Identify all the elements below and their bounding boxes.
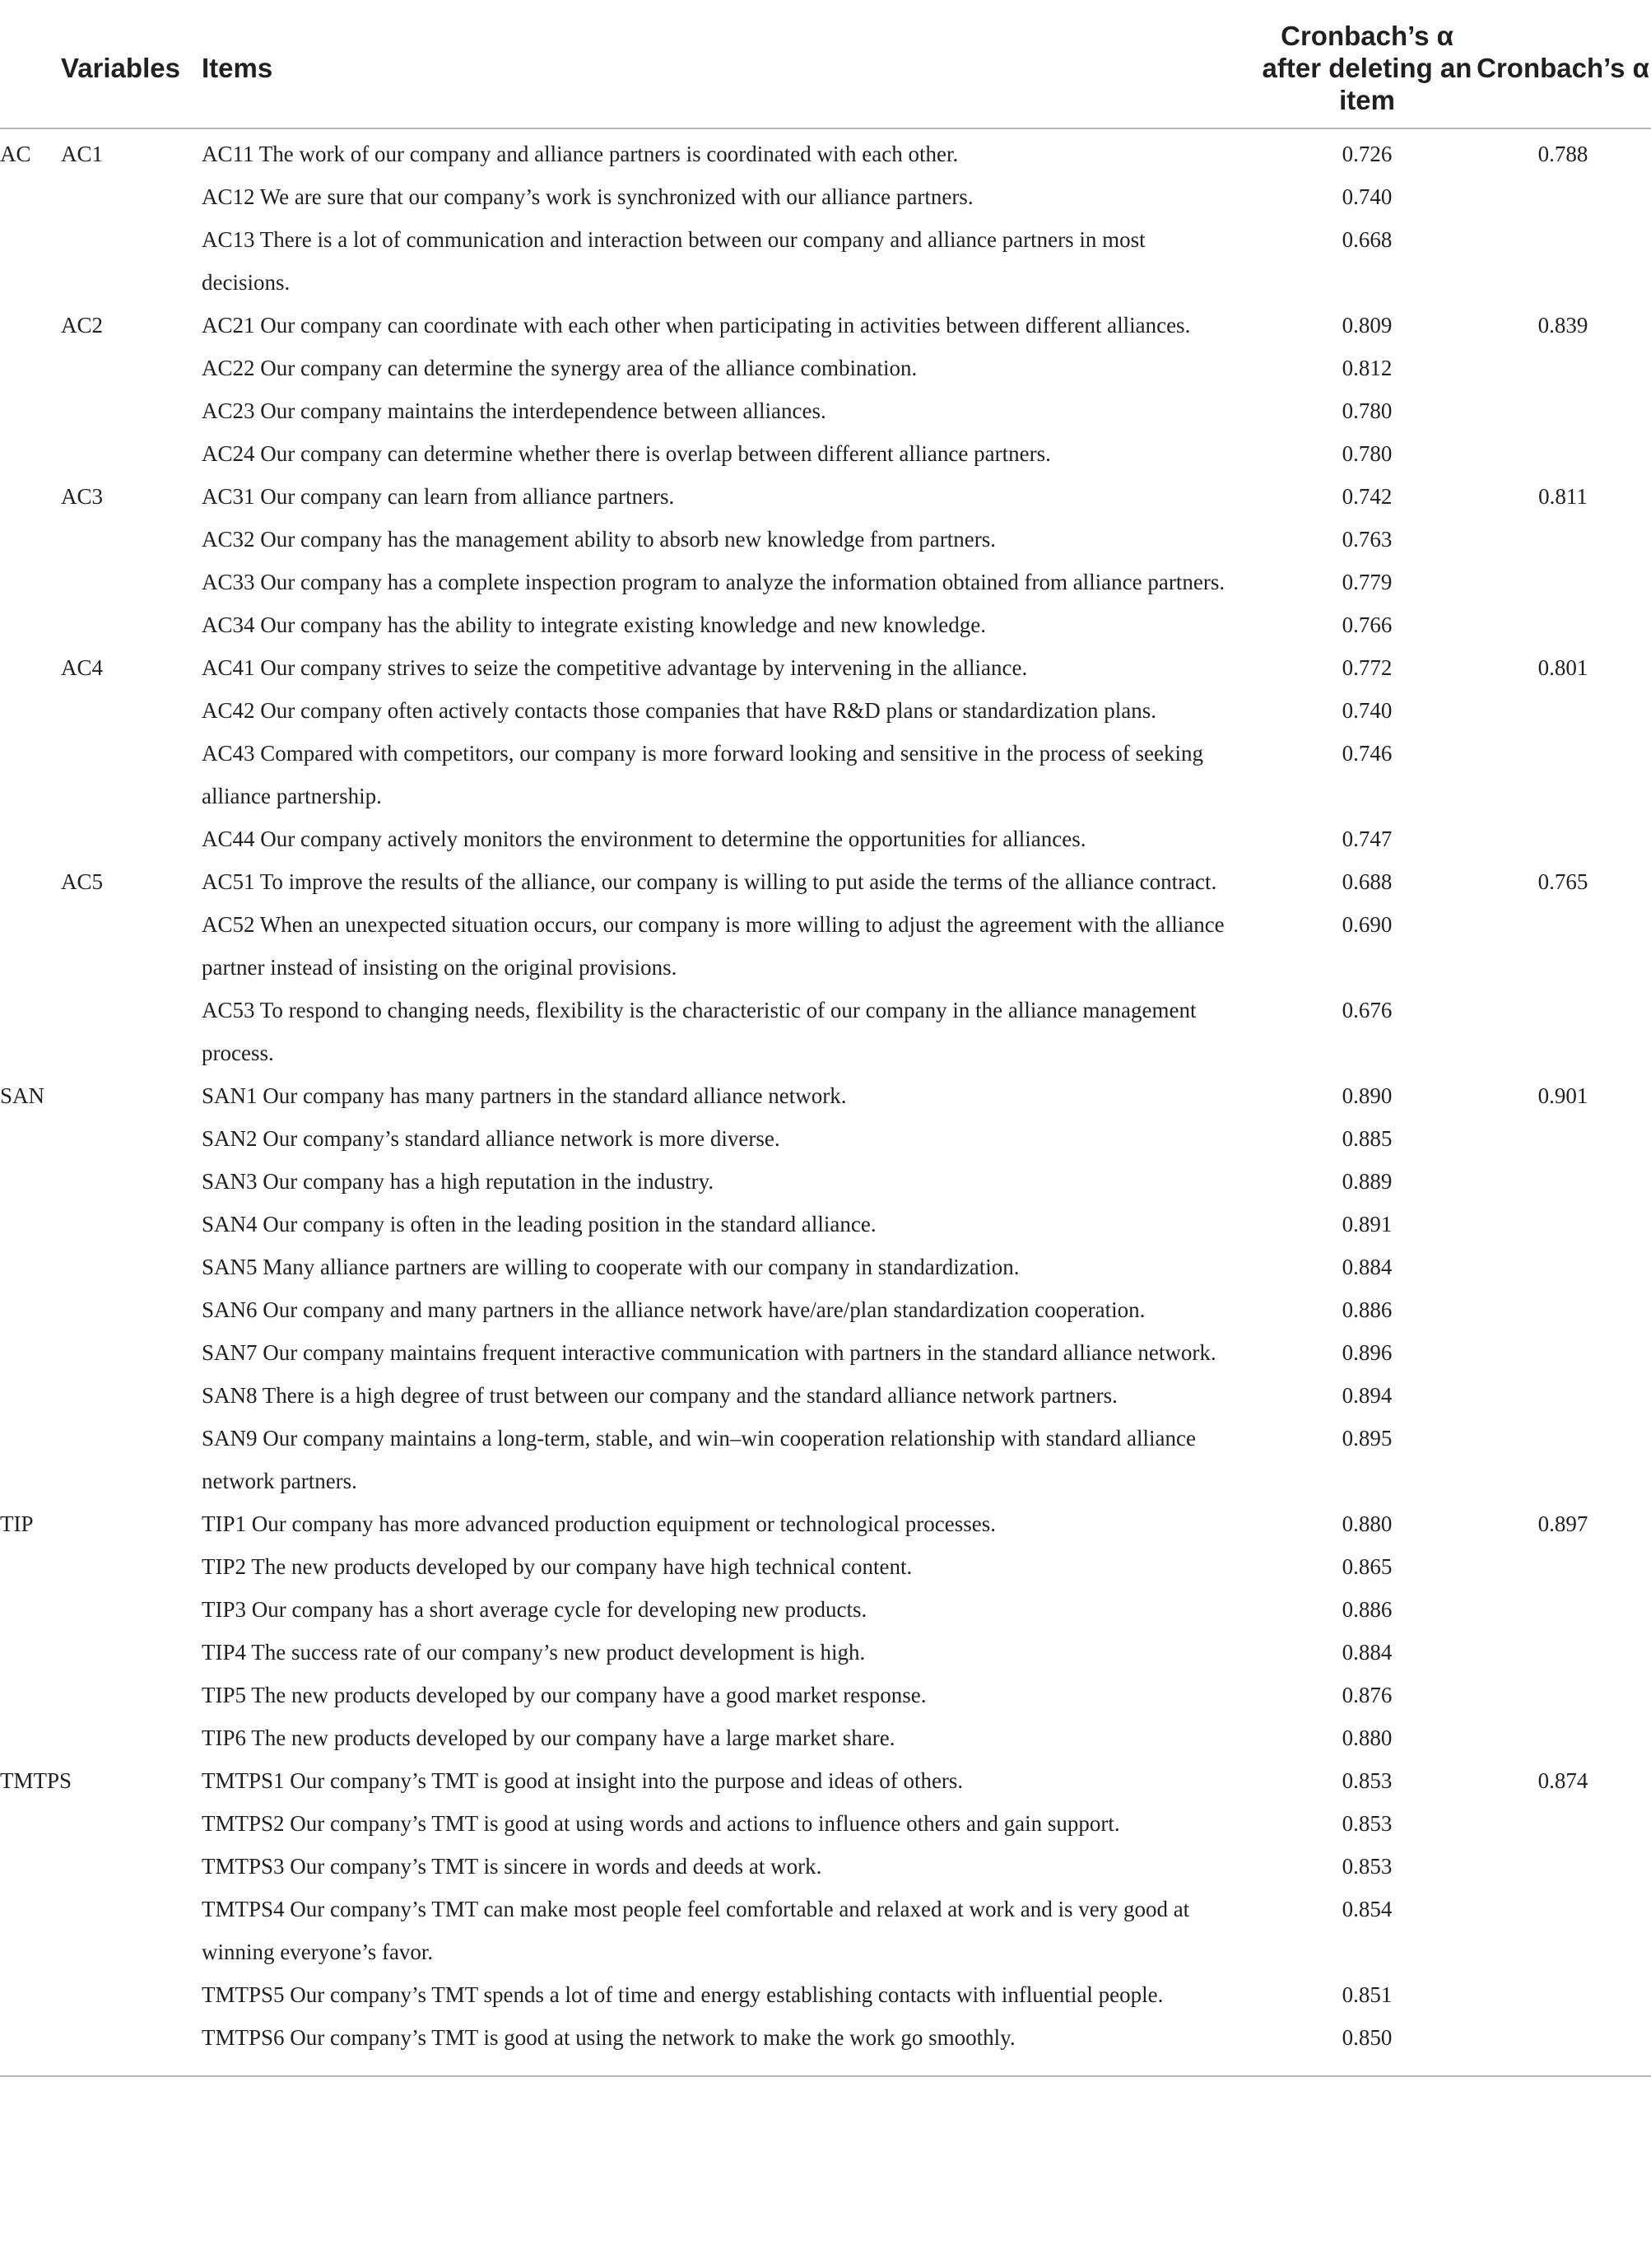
cell-alpha-after-deleting: 0.876 (1342, 1683, 1393, 1707)
cell-cronbach-alpha (1475, 1674, 1651, 1716)
cell-item: TIP3 Our company has a short average cycle for developing new products. (202, 1597, 867, 1622)
table-row (0, 1588, 1651, 1631)
cell-variable (61, 1160, 202, 1203)
header-items: Items (202, 8, 1259, 128)
table-row (0, 432, 1651, 475)
cell-cronbach-alpha (1475, 2016, 1651, 2075)
cell-group: TIP (0, 1511, 34, 1536)
cell-alpha-after-deleting: 0.690 (1342, 912, 1393, 937)
cell-variable (61, 1845, 202, 1888)
cell-variable: AC1 (61, 142, 104, 166)
cell-cronbach-alpha: 0.897 (1537, 1511, 1588, 1536)
cell-group (0, 304, 61, 347)
cell-item: AC41 Our company strives to seize the competitive advantage by intervening in the alliance. (202, 655, 1028, 680)
cell-group (0, 1845, 61, 1888)
cell-alpha-after-deleting: 0.853 (1342, 1811, 1393, 1836)
cell-alpha-after-deleting: 0.746 (1342, 741, 1393, 766)
cell-variable (61, 1074, 202, 1117)
cell-cronbach-alpha (1475, 689, 1651, 732)
table-row (0, 689, 1651, 732)
cell-cronbach-alpha (1475, 561, 1651, 603)
cell-variable (61, 1374, 202, 1417)
table-row (0, 1246, 1651, 1288)
cell-alpha-after-deleting: 0.880 (1342, 1725, 1393, 1750)
cell-cronbach-alpha (1475, 1802, 1651, 1845)
cell-variable (61, 1802, 202, 1845)
cell-variable (61, 817, 202, 860)
cell-cronbach-alpha (1475, 1374, 1651, 1417)
cell-group (0, 860, 61, 903)
cell-alpha-after-deleting: 0.668 (1342, 227, 1393, 252)
cell-group (0, 475, 61, 518)
cell-cronbach-alpha (1475, 903, 1651, 989)
header-alpha-after-deleting: Cronbach’s α after deleting an item (1259, 8, 1475, 128)
cell-alpha-after-deleting: 0.894 (1342, 1383, 1393, 1408)
cell-item: SAN4 Our company is often in the leading position in the standard alliance. (202, 1212, 877, 1236)
cell-item: AC21 Our company can coordinate with each other when participating in activities between different alliances. (202, 313, 1191, 338)
cell-group (0, 2016, 61, 2075)
cell-group (0, 817, 61, 860)
table-row (0, 389, 1651, 432)
cell-cronbach-alpha (1475, 817, 1651, 860)
table-row (0, 175, 1651, 218)
table-row (0, 1417, 1651, 1502)
cell-variable: AC2 (61, 313, 104, 338)
table-row (0, 518, 1651, 561)
cell-variable (61, 1631, 202, 1674)
cell-cronbach-alpha (1475, 1288, 1651, 1331)
table-body (0, 128, 1651, 2075)
cell-cronbach-alpha: 0.901 (1537, 1083, 1588, 1108)
cell-alpha-after-deleting: 0.676 (1342, 998, 1393, 1022)
table-row (0, 128, 1651, 175)
cell-group (0, 689, 61, 732)
cell-alpha-after-deleting: 0.763 (1342, 527, 1393, 552)
cell-item: TIP4 The success rate of our company’s new product development is high. (202, 1640, 866, 1665)
cell-item: AC13 There is a lot of communication and interaction between our company and alliance partners in most decisions. (202, 227, 1146, 295)
cell-item: SAN6 Our company and many partners in the alliance network have/are/plan standardization cooperation. (202, 1297, 1146, 1322)
table-row (0, 989, 1651, 1074)
cell-alpha-after-deleting: 0.865 (1342, 1554, 1393, 1579)
cell-cronbach-alpha (1475, 1888, 1651, 1973)
cell-group (0, 1117, 61, 1160)
cell-cronbach-alpha (1475, 1545, 1651, 1588)
table-row (0, 732, 1651, 817)
table-row (0, 1374, 1651, 1417)
cell-item: AC12 We are sure that our company’s work is synchronized with our alliance partners. (202, 184, 974, 209)
cell-cronbach-alpha (1475, 347, 1651, 389)
reliability-table (0, 8, 1651, 2075)
cell-alpha-after-deleting: 0.853 (1342, 1854, 1393, 1879)
cell-group (0, 646, 61, 689)
cell-alpha-after-deleting: 0.885 (1342, 1126, 1393, 1151)
cell-group: TMTPS (0, 1768, 72, 1793)
cell-cronbach-alpha: 0.765 (1537, 869, 1588, 894)
cell-alpha-after-deleting: 0.742 (1342, 484, 1393, 509)
cell-cronbach-alpha: 0.839 (1537, 313, 1588, 338)
table-row (0, 1331, 1651, 1374)
cell-group (0, 1973, 61, 2016)
cell-item: AC42 Our company often actively contacts those companies that have R&D plans or standardization plans. (202, 698, 1156, 723)
table-row (0, 1802, 1651, 1845)
cell-cronbach-alpha (1475, 1631, 1651, 1674)
table-row (0, 1203, 1651, 1246)
cell-cronbach-alpha: 0.801 (1537, 655, 1588, 680)
header-variables: Variables (61, 8, 202, 128)
cell-item: AC44 Our company actively monitors the environment to determine the opportunities for alliances. (202, 827, 1086, 851)
cell-group (0, 603, 61, 646)
cell-cronbach-alpha (1475, 1716, 1651, 1759)
header-group (0, 8, 61, 128)
table-row (0, 1074, 1651, 1117)
cell-cronbach-alpha (1475, 1246, 1651, 1288)
cell-variable (61, 389, 202, 432)
cell-alpha-after-deleting: 0.740 (1342, 184, 1393, 209)
cell-alpha-after-deleting: 0.780 (1342, 441, 1393, 466)
table-row (0, 860, 1651, 903)
table-row (0, 1502, 1651, 1545)
cell-alpha-after-deleting: 0.890 (1342, 1083, 1393, 1108)
cell-alpha-after-deleting: 0.853 (1342, 1768, 1393, 1793)
cell-variable (61, 1973, 202, 2016)
cell-group (0, 989, 61, 1074)
cell-variable (61, 1716, 202, 1759)
cell-group (0, 175, 61, 218)
cell-group (0, 1588, 61, 1631)
cell-variable: AC3 (61, 484, 104, 509)
cell-item: AC34 Our company has the ability to integrate existing knowledge and new knowledge. (202, 612, 987, 637)
cell-variable (61, 1288, 202, 1331)
cell-cronbach-alpha (1475, 218, 1651, 304)
cell-item: AC32 Our company has the management ability to absorb new knowledge from partners. (202, 527, 996, 552)
cell-group (0, 389, 61, 432)
cell-cronbach-alpha (1475, 1417, 1651, 1502)
table-row (0, 475, 1651, 518)
cell-item: TMTPS3 Our company’s TMT is sincere in words and deeds at work. (202, 1854, 822, 1879)
table-row (0, 561, 1651, 603)
cell-variable (61, 432, 202, 475)
table-row (0, 1888, 1651, 1973)
cell-group (0, 1417, 61, 1502)
cell-variable (61, 218, 202, 304)
cell-item: TIP1 Our company has more advanced production equipment or technological processes. (202, 1511, 996, 1536)
cell-item: SAN8 There is a high degree of trust between our company and the standard alliance network partners. (202, 1383, 1118, 1408)
header-cronbach-alpha: Cronbach’s α (1475, 8, 1651, 128)
cell-variable (61, 1417, 202, 1502)
cell-alpha-after-deleting: 0.895 (1342, 1426, 1393, 1451)
cell-group (0, 1288, 61, 1331)
cell-group (0, 518, 61, 561)
cell-variable (61, 1588, 202, 1631)
cell-variable (61, 1888, 202, 1973)
table-bottom-rule (0, 2075, 1651, 2077)
cell-group (0, 1802, 61, 1845)
cell-variable (61, 1331, 202, 1374)
cell-item: AC33 Our company has a complete inspection program to analyze the information obtained from alliance partners. (202, 570, 1225, 594)
cell-variable (61, 2016, 202, 2075)
cell-cronbach-alpha (1475, 603, 1651, 646)
cell-cronbach-alpha (1475, 1588, 1651, 1631)
cell-variable (61, 603, 202, 646)
cell-group (0, 903, 61, 989)
cell-item: SAN1 Our company has many partners in the standard alliance network. (202, 1083, 847, 1108)
table-row (0, 218, 1651, 304)
cell-alpha-after-deleting: 0.850 (1342, 2025, 1393, 2050)
cell-variable (61, 903, 202, 989)
cell-cronbach-alpha: 0.874 (1537, 1768, 1588, 1793)
cell-item: SAN5 Many alliance partners are willing to cooperate with our company in standardization. (202, 1255, 1020, 1279)
cell-group (0, 1545, 61, 1588)
cell-alpha-after-deleting: 0.766 (1342, 612, 1393, 637)
cell-group (0, 1674, 61, 1716)
cell-alpha-after-deleting: 0.688 (1342, 869, 1393, 894)
cell-variable (61, 1545, 202, 1588)
cell-item: AC23 Our company maintains the interdependence between alliances. (202, 398, 826, 423)
cell-alpha-after-deleting: 0.880 (1342, 1511, 1393, 1536)
table-header (0, 8, 1651, 128)
table-row (0, 1545, 1651, 1588)
cell-cronbach-alpha (1475, 1331, 1651, 1374)
cell-group (0, 1331, 61, 1374)
cell-cronbach-alpha (1475, 1117, 1651, 1160)
cell-alpha-after-deleting: 0.884 (1342, 1255, 1393, 1279)
cell-alpha-after-deleting: 0.779 (1342, 570, 1393, 594)
cell-alpha-after-deleting: 0.889 (1342, 1169, 1393, 1194)
cell-alpha-after-deleting: 0.896 (1342, 1340, 1393, 1365)
cell-item: AC11 The work of our company and alliance partners is coordinated with each other. (202, 142, 959, 166)
cell-alpha-after-deleting: 0.726 (1342, 142, 1393, 166)
table-row (0, 2016, 1651, 2075)
cell-item: SAN3 Our company has a high reputation in the industry. (202, 1169, 714, 1194)
table-row (0, 1845, 1651, 1888)
cell-cronbach-alpha (1475, 175, 1651, 218)
cell-item: AC22 Our company can determine the synergy area of the alliance combination. (202, 356, 918, 380)
cell-alpha-after-deleting: 0.772 (1342, 655, 1393, 680)
cell-variable (61, 175, 202, 218)
cell-group (0, 1716, 61, 1759)
cell-group (0, 1160, 61, 1203)
table-row (0, 903, 1651, 989)
cell-variable (61, 1674, 202, 1716)
cell-cronbach-alpha (1475, 989, 1651, 1074)
table-row (0, 1759, 1651, 1802)
cell-item: TIP5 The new products developed by our company have a good market response. (202, 1683, 927, 1707)
table-row (0, 1288, 1651, 1331)
cell-item: SAN2 Our company’s standard alliance network is more diverse. (202, 1126, 780, 1151)
cell-cronbach-alpha: 0.788 (1537, 142, 1588, 166)
cell-group (0, 218, 61, 304)
cell-variable (61, 1203, 202, 1246)
cell-variable: AC5 (61, 869, 104, 894)
cell-alpha-after-deleting: 0.884 (1342, 1640, 1393, 1665)
cell-item: AC24 Our company can determine whether there is overlap between different alliance partners. (202, 441, 1051, 466)
cell-cronbach-alpha (1475, 1203, 1651, 1246)
cell-group (0, 561, 61, 603)
cell-alpha-after-deleting: 0.886 (1342, 1597, 1393, 1622)
cell-cronbach-alpha (1475, 1845, 1651, 1888)
table-row (0, 817, 1651, 860)
cell-cronbach-alpha (1475, 432, 1651, 475)
cell-alpha-after-deleting: 0.891 (1342, 1212, 1393, 1236)
cell-item: AC51 To improve the results of the alliance, our company is willing to put aside the terms of the alliance contract. (202, 869, 1217, 894)
table-row (0, 1160, 1651, 1203)
cell-item: TIP2 The new products developed by our company have high technical content. (202, 1554, 913, 1579)
table-row (0, 603, 1651, 646)
table-row (0, 1674, 1651, 1716)
table-row (0, 1716, 1651, 1759)
cell-alpha-after-deleting: 0.854 (1342, 1897, 1393, 1921)
table-row (0, 1117, 1651, 1160)
header-row (0, 8, 1651, 128)
cell-item: AC43 Compared with competitors, our company is more forward looking and sensitive in the process of seeking alliance partnership. (202, 741, 1204, 808)
cell-alpha-after-deleting: 0.780 (1342, 398, 1393, 423)
table-row (0, 1973, 1651, 2016)
cell-variable (61, 1246, 202, 1288)
cell-group (0, 732, 61, 817)
cell-variable (61, 689, 202, 732)
table-row (0, 1631, 1651, 1674)
cell-variable (61, 1117, 202, 1160)
cell-item: TMTPS1 Our company’s TMT is good at insight into the purpose and ideas of others. (202, 1768, 964, 1793)
cell-variable: AC4 (61, 655, 104, 680)
cell-group (0, 1888, 61, 1973)
cell-item: TMTPS6 Our company’s TMT is good at using the network to make the work go smoothly. (202, 2025, 1016, 2050)
cell-item: TMTPS2 Our company’s TMT is good at using words and actions to influence others and gain support. (202, 1811, 1120, 1836)
cell-item: TMTPS5 Our company’s TMT spends a lot of time and energy establishing contacts with influential people. (202, 1982, 1164, 2007)
cell-variable (61, 561, 202, 603)
cell-alpha-after-deleting: 0.886 (1342, 1297, 1393, 1322)
cell-alpha-after-deleting: 0.812 (1342, 356, 1393, 380)
cell-alpha-after-deleting: 0.809 (1342, 313, 1393, 338)
cell-item: TMTPS4 Our company’s TMT can make most people feel comfortable and relaxed at work and is very good at winning everyone’s favor. (202, 1897, 1190, 1964)
cell-cronbach-alpha (1475, 1973, 1651, 2016)
cell-variable (61, 732, 202, 817)
cell-alpha-after-deleting: 0.747 (1342, 827, 1393, 851)
cell-group: SAN (0, 1083, 45, 1108)
cell-group (0, 1246, 61, 1288)
cell-item: SAN9 Our company maintains a long-term, stable, and win–win cooperation relationship with standard alliance network partners. (202, 1426, 1196, 1493)
cell-group (0, 347, 61, 389)
cell-item: AC31 Our company can learn from alliance partners. (202, 484, 675, 509)
cell-cronbach-alpha (1475, 732, 1651, 817)
table-row (0, 347, 1651, 389)
cell-variable (61, 989, 202, 1074)
cell-alpha-after-deleting: 0.851 (1342, 1982, 1393, 2007)
cell-cronbach-alpha: 0.811 (1538, 484, 1588, 509)
cell-cronbach-alpha (1475, 389, 1651, 432)
cell-group (0, 432, 61, 475)
cell-variable (61, 1502, 202, 1545)
cell-cronbach-alpha (1475, 518, 1651, 561)
cell-cronbach-alpha (1475, 1160, 1651, 1203)
cell-variable (61, 518, 202, 561)
table-row (0, 646, 1651, 689)
cell-variable (61, 347, 202, 389)
cell-item: AC53 To respond to changing needs, flexibility is the characteristic of our company in the alliance management process. (202, 998, 1197, 1065)
cell-item: AC52 When an unexpected situation occurs, our company is more willing to adjust the agreement with the alliance partner instead of insisting on the original provisions. (202, 912, 1225, 980)
cell-group (0, 1631, 61, 1674)
cell-group: AC (0, 142, 31, 166)
table-row (0, 304, 1651, 347)
cell-group (0, 1374, 61, 1417)
cell-group (0, 1203, 61, 1246)
cell-item: SAN7 Our company maintains frequent interactive communication with partners in the standard alliance network. (202, 1340, 1216, 1365)
cell-variable (61, 1759, 202, 1802)
cell-alpha-after-deleting: 0.740 (1342, 698, 1393, 723)
cell-item: TIP6 The new products developed by our company have a large market share. (202, 1725, 895, 1750)
